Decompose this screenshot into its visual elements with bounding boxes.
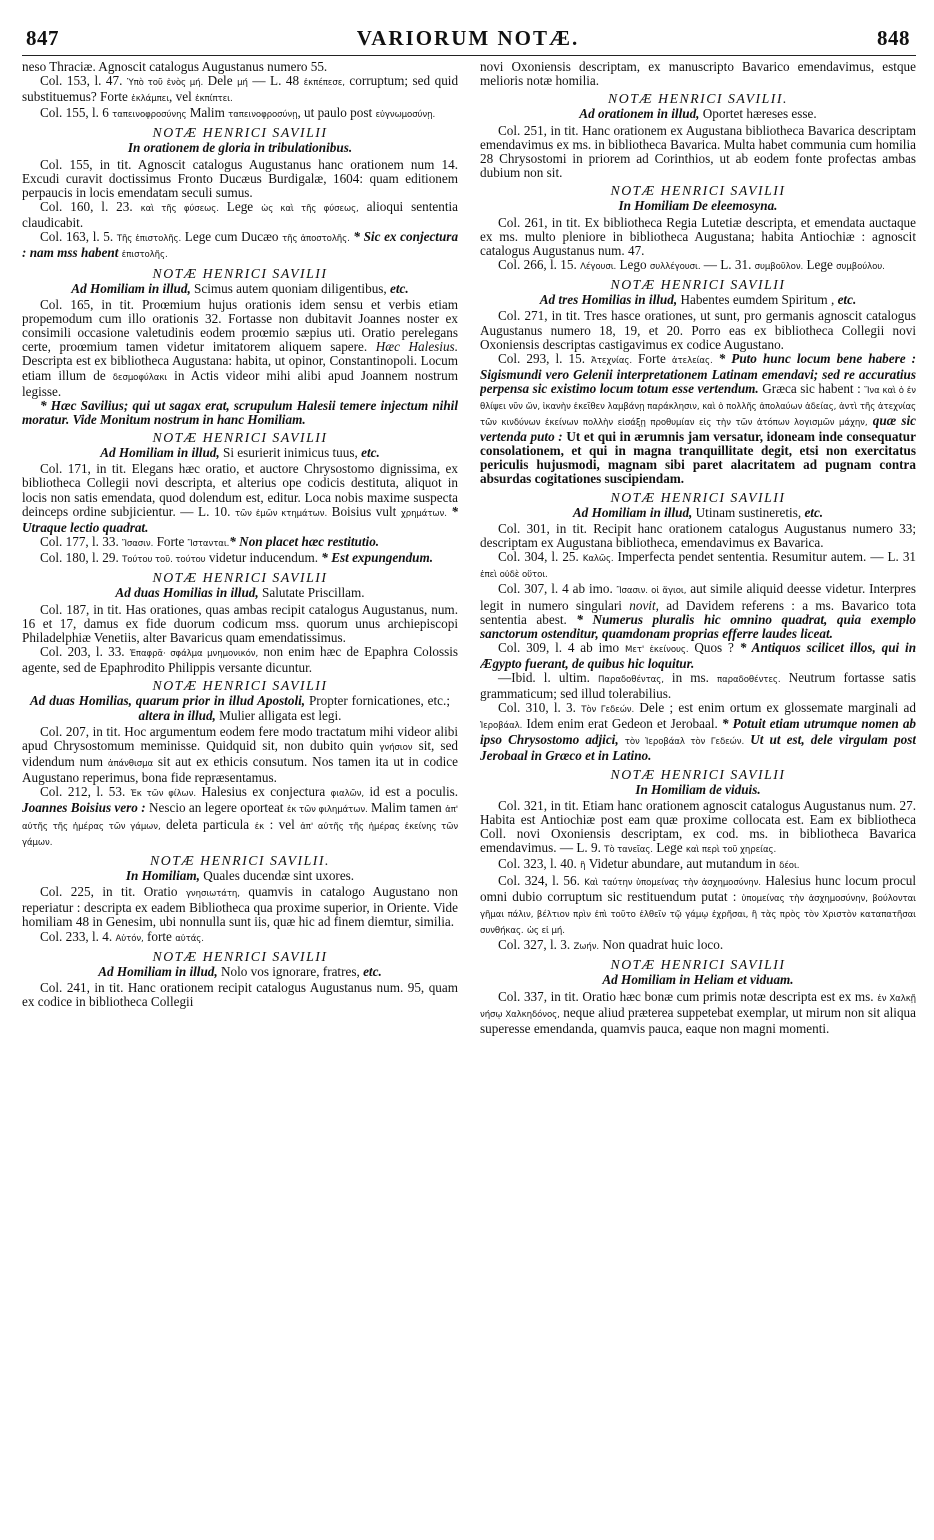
section-heading: NOTÆ HENRICI SAVILII	[610, 766, 786, 782]
paragraph: Col. 212, l. 53. Ἐκ τῶν φίλων. Halesius ex conjectura φιαλῶν, id est a poculis. Joannes Boisius vero : Nescio an legere oporteat ἐκ τῶν φιλημάτων. Malim tamen ἀπ' αὐτῆς τῆς ἡμέρας τῶν γάμων, deleta particula ἐκ : vel ἀπ' αὐτῆς τῆς ἡμέρας ἐκείνης τῶν γάμων.	[22, 784, 458, 848]
paragraph: Col. 180, l. 29. Τούτου τοῦ. τούτου videtur inducendum. * Est expungendum.	[40, 549, 434, 565]
paragraph: Col. 165, in tit. Proœmium hujus orationis idem sensu et verbis etiam propemodum cum illo orationis 32. Fortasse non dubitavit Joannes noster ex consimili occasione valetudinis eodem proœmio sæpius uti. Oratio perelegans certe, proœmium tamen videtur imitatorem aliquem sapere. Hæc Halesius. Descripta est ex bibliotheca Augustana: habita, ut opinor, Constantinopoli. Locum etiam illum de δεσμοφύλακι in Actis videor mihi alibi apud Joannem nostrum legisse.	[22, 297, 458, 399]
section-heading: NOTÆ HENRICI SAVILII	[610, 489, 786, 505]
section-subtitle: In orationem de gloria in tribulationibus.	[127, 140, 353, 156]
section-subtitle: In Homiliam de viduis.	[635, 781, 761, 797]
section-subtitle: Ad Homiliam in illud, Utinam sustineretis, etc.	[572, 504, 824, 520]
paragraph: Col. 155, in tit. Agnoscit catalogus Augustanus hanc orationem num 14. Excudi curavit doctissimus Fronto Ducæus Burdigalæ, 1604: quam editionem perpaucis in locis emendatam seculi sumus.	[22, 156, 458, 201]
paragraph: Col. 177, l. 33. Ἴσασιν. Forte Ἴστανται.* Non placet hæc restitutio.	[40, 533, 380, 549]
paragraph: * Hæc Savilius; qui ut sagax erat, scrupulum Halesii temere injectum nihil moratur. Vide Monitum nostrum in hanc Homiliam.	[22, 397, 458, 427]
two-column-body	[22, 60, 916, 1036]
section-heading: NOTÆ HENRICI SAVILII	[610, 957, 786, 972]
paragraph: Col. 207, in tit. Hoc argumentum eodem fere modo tractatum mihi videor alibi apud Chrysostomum meminisse. Quidquid sit, non dubito quin γνήσιον sit, sed videndum num ἀπάνθισμα sit aut ex ethicis consutum. Nos tamen ita ut in codice Augustano reperimus, bona fide repræsentamus.	[22, 724, 458, 786]
paragraph: Col. 153, l. 47. Ὑπὸ τοῦ ἑνὸς μή. Dele μή — L. 48 ἐκπέπεσε, corruptum; sed quid substituemus? Forte ἐκλάμπει, vel ἐκπίπτει.	[22, 73, 458, 105]
page-number-left: 847	[26, 26, 59, 50]
paragraph: Col. 261, in tit. Ex bibliotheca Regia Lutetiæ descripta, et emendata auctaque ex ms. multo pleniore in bibliotheca Augustana; habita Antiochiæ : agnoscit catalogus Augustanus num. 47.	[480, 214, 916, 258]
running-header	[22, 26, 916, 56]
section-subtitle: Ad tres Homilias in illud, Habentes eumdem Spiritum , etc.	[539, 291, 857, 307]
paragraph: Col. 160, l. 23. καὶ τῆς φύσεως. Lege ὡς καὶ τῆς φύσεως, alioqui sententia claudicabit.	[22, 199, 458, 231]
section-heading: NOTÆ HENRICI SAVILII	[152, 125, 328, 141]
right-column	[480, 60, 916, 1036]
section-subtitle: Ad Homiliam in illud, Nolo vos ignorare, fratres, etc.	[98, 963, 382, 979]
paragraph: Col. 337, in tit. Oratio hæc bonæ cum primis notæ descripta est ex ms. ἐν Χαλκῇ νήσῳ Χαλκηδόνος, neque aliud præterea suppetebat exemplar, ut mirum non sit aliqua superesse emendanda, quamvis pauca, eaque non magni momenti.	[480, 988, 916, 1036]
section-subtitle: Ad duas Homilias, quarum prior in illud Apostoli, Propter fornicationes, etc.; altera in illud, Mulier alligata est legi.	[30, 693, 450, 723]
paragraph: Col. 309, l. 4 ab imo Μετ' ἐκείνους. Quos ? * Antiquos scilicet illos, qui in Ægypto fuerant, de quibus hic loquitur.	[480, 639, 916, 671]
section-subtitle: Ad Homiliam in Heliam et viduam.	[602, 972, 794, 987]
paragraph: Col. 155, l. 6 ταπεινοφροσύνης Malim ταπεινοφροσύνῃ, ut paulo post εὐγνωμοσύνῃ.	[40, 105, 436, 121]
paragraph: Col. 321, in tit. Etiam hanc orationem agnoscit catalogus Augustanus num. 27. Habita est Antiochiæ post eam quæ proxime collocata est. Eam ex bibliotheca Coll. novi Oxoniensis descriptam, ex cod. ms. in bibliotheca Bavarica emendavimus. — L. 9. Τὸ τανεῖας. Lege καὶ περὶ τοῦ χηρείας.	[480, 798, 916, 856]
paragraph: Col. 203, l. 33. Ἐπαφρᾶ· σφάλμα μνημονικόν, non enim hæc de Epaphra Colossis agente, sed de Epaphrodito Philippis versante dicuntur.	[22, 643, 458, 675]
paragraph: Col. 304, l. 25. Καλῶς. Imperfecta pendet sententia. Resumitur autem. — L. 31 ἐπεὶ οὐδὲ οὕτοι.	[480, 549, 916, 581]
paragraph: Col. 327, l. 3. Ζωήν. Non quadrat huic loco.	[498, 936, 724, 952]
section-heading: NOTÆ HENRICI SAVILII.	[608, 91, 788, 107]
paragraph: Col. 187, in tit. Has orationes, quas ambas recipit catalogus Augustanus, num. 16 et 17, damus ex fide duorum codicum mss. quorum unus archiepiscopi Philadelphiæ Venetiis, alter Bavaricus quam emendatissimus.	[22, 601, 458, 645]
section-heading: NOTÆ HENRICI SAVILII	[610, 183, 786, 199]
section-heading: NOTÆ HENRICI SAVILII	[152, 678, 328, 693]
paragraph: Col. 241, in tit. Hanc orationem recipit catalogus Augustanus num. 95, quam ex codice in bibliotheca Collegii	[22, 980, 458, 1010]
section-subtitle: In Homiliam De eleemosyna.	[618, 198, 778, 214]
section-subtitle: In Homiliam, Quales ducendæ sint uxores.	[125, 867, 355, 883]
section-heading: NOTÆ HENRICI SAVILII	[152, 265, 328, 281]
paragraph: Col. 324, l. 56. Καὶ ταύτην ὑπομείνας τὴν ἀσχημοσύνην. Halesius hunc locum procul omni dubio corruptum sic restituendum putat : ὑπομείνας τὴν ἀσχημοσύνην, βούλονται γῆμαι πάλιν, βέλτιον πρὶν ἐπὶ τοῦτο ἐλθεῖν τῷ γάμῳ ἐχρῆσαι, ἢ τὰς πρὸς τὸν Χριστὸν καταπατῆσαι συνθήκας. ὡς εἰ μή.	[480, 872, 916, 936]
section-subtitle: Ad Homiliam in illud, Si esurierit inimicus tuus, etc.	[100, 444, 380, 460]
section-heading: NOTÆ HENRICI SAVILII	[152, 948, 328, 964]
section-heading: NOTÆ HENRICI SAVILII.	[150, 852, 330, 868]
paragraph: Col. 323, l. 40. ἢ Videtur abundare, aut mutandum in δέοι.	[498, 856, 800, 872]
paragraph: Col. 293, l. 15. Ἀτεχνίας. Forte ἀτελείας. * Puto hunc locum bene habere : Sigismundi vero Gelenii interpretationem Latinam emendavi; sed re accuratius perpensa sic existimo locum totum esse vertendum. Græca sic habent : Ἵνα καὶ ὁ ἐν θλίψει νῦν ὤν, ἱκανὴν ἐκεῖθεν λαμβάνῃ παράκλησιν, καὶ ὁ πολλῆς ἀπολαύων ἀδείας, ἀντὶ τῆς ἀτεχνίας τῶν κινδύνων ἐκείνων πολλὴν εἰσάξῃ προθυμίαν εἰς τὴν τῶν ἀτόπων λογισμῶν μάχην, quæ sic vertenda puto : Ut et qui in ærumnis jam versatur, idoneam inde consequatur consolationem, et qui in magna tranquillitate degit, etsi non exercitatus periculis hujusmodi, magnam sibi paret alacritatem ad pugnam contra absurdas cogitationes suscipiendam.	[480, 350, 916, 487]
paragraph: Col. 271, in tit. Tres hasce orationes, ut sunt, pro germanis agnoscit catalogus Augustanus numero 18, 19, et 20. Porro eas ex bibliotheca Collegii novi Oxoniensis descriptas castigavimus ex codice Augustano.	[480, 308, 916, 352]
paragraph: Col. 171, in tit. Elegans hæc oratio, et auctore Chrysostomo dignissima, ex bibliotheca Collegii novi descripta, et alterius ope codicis destituta, aliquot in locis non satis emendata, quod dolendum est, editur. Loca nobis maxime suspecta deinceps ordine subjicientur. — L. 10. τῶν ἐμῶν κτημάτων. Boisius vult χρημάτων. * Utraque lectio quadrat.	[22, 461, 458, 535]
page-number-right: 848	[877, 26, 910, 50]
paragraph: Col. 251, in tit. Hanc orationem ex Augustana bibliotheca Bavarica descriptam emendavimus ex ms. in bibliotheca Bavarica. Multa habet communia cum homilia 28 Chrysostomi in priorem ad Corinthios, ut ab eodem fonte profectas ambas dubium non sit.	[480, 122, 916, 180]
paragraph: Col. 301, in tit. Recipit hanc orationem catalogus Augustanus numero 33; descriptam ex Augustana bibliotheca, emendavimus ex Bavarica.	[480, 521, 916, 551]
paragraph: Col. 163, l. 5. Τῆς ἐπιστολῆς. Lege cum Ducæo τῆς ἀποστολῆς. * Sic ex conjectura : nam mss habent ἐπιστολῆς.	[22, 229, 458, 261]
paragraph: —Ibid. l. ultim. Παραδοθέντας, in ms. παραδοθέντες. Neutrum fortasse satis grammaticum; sed illud tolerabilius.	[480, 670, 916, 702]
running-title: VARIORUM NOTÆ.	[356, 26, 580, 50]
section-heading: NOTÆ HENRICI SAVILII	[610, 276, 786, 292]
section-subtitle: Ad Homiliam in illud, Scimus autem quoniam diligentibus, etc.	[71, 280, 409, 296]
paragraph: novi Oxoniensis descriptam, ex manuscripto Bavarico emendavimus, estque melioris notæ homilia.	[480, 60, 916, 89]
section-subtitle: Ad duas Homilias in illud, Salutate Priscillam.	[115, 585, 365, 601]
paragraph: Col. 310, l. 3. Τὸν Γεδεών. Dele ; est enim ortum ex glossemate marginali ad Ἱεροβάαλ. Idem enim erat Gedeon et Jerobaal. * Potuit etiam utrumque nomen ab ipso Chrysostomo adjici, τὸν Ἱεροβάαλ τὸν Γεδεών. Ut ut est, dele virgulam post Jerobaal in Græco et in Latino.	[480, 700, 916, 764]
section-subtitle: Ad orationem in illud, Oportet hæreses esse.	[579, 106, 817, 122]
section-heading: NOTÆ HENRICI SAVILII	[152, 570, 328, 586]
paragraph: Col. 225, in tit. Oratio γνησιωτάτη, quamvis in catalogo Augustano non reperiatur : descripta ex eadem Bibliotheca qua proxime superior, in Oriente. Vide homiliam 48 in Genesim, ubi nonnulla sunt iis, quæ hic ad finem diemtur, similia.	[22, 884, 458, 930]
paragraph: neso Thraciæ. Agnoscit catalogus Augustanus numero 55.	[22, 60, 328, 74]
section-heading: NOTÆ HENRICI SAVILII	[152, 429, 328, 445]
paragraph: Col. 307, l. 4 ab imo. Ἴσασιν. οἱ ἅγιοι, aut simile aliquid deesse videtur. Interpres legit in numero singulari novit, ad Davidem referens : a ms. Bavarico tota sententia abest. * Numerus pluralis hic omnino quadrat, quia exemplo sanctorum ostenditur, quamdonam proprias efferre laudes liceat.	[480, 581, 916, 641]
paragraph: Col. 233, l. 4. Αὐτόν, forte αὐτάς.	[40, 928, 204, 944]
left-column	[22, 60, 458, 1036]
paragraph: Col. 266, l. 15. Λέγουσι. Lego συλλέγουσι. — L. 31. συμβοῦλον. Lege συμβούλου.	[498, 256, 885, 272]
